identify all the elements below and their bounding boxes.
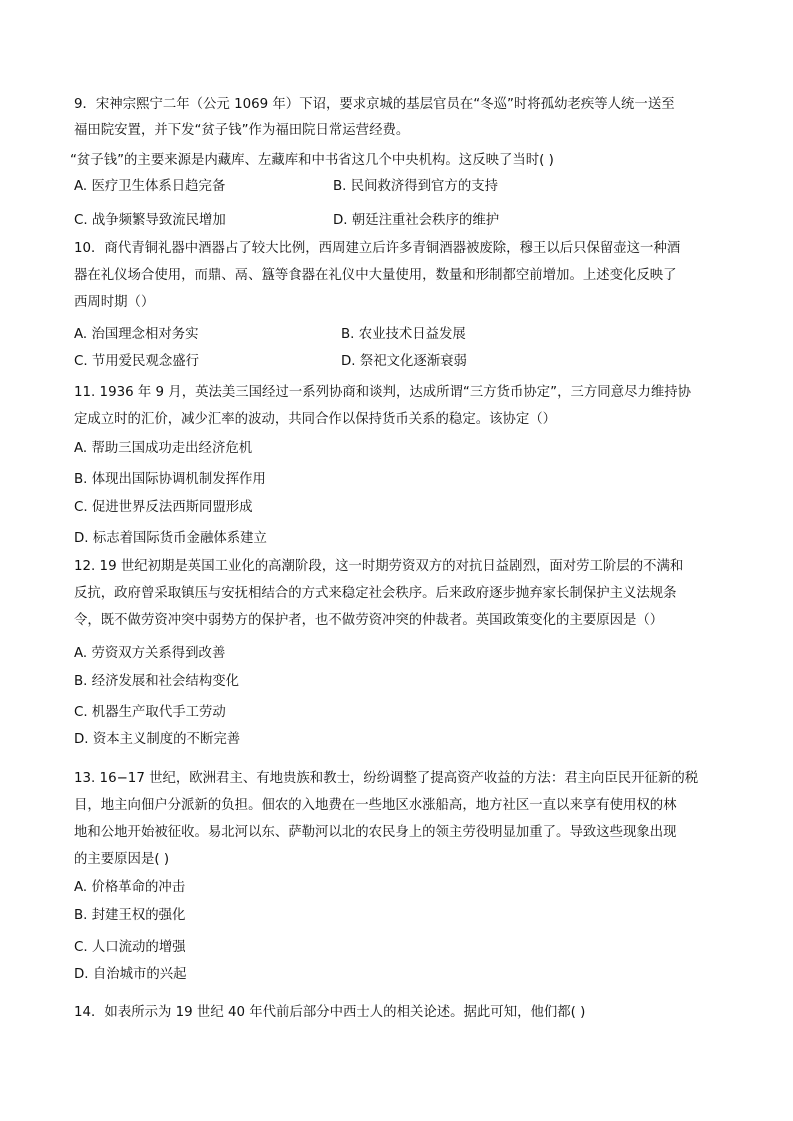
q13-line-3: 地和公地开始被征收。易北河以东、萨勒河以北的农民身上的领主劳役明显加重了。导致这些现象出现 (74, 825, 677, 840)
q13-line-1: 13. 16−17 世纪，欧洲君主、有地贵族和教士，纷纷调整了提高资产收益的方法：君主向臣民开征新的税 (74, 771, 699, 786)
q10-line-2: 器在礼仪场合使用，而鼎、鬲、簋等食器在礼仪中大量使用，数量和形制都空前增加。上述变化反映了 (74, 268, 677, 283)
q13-option-c: C. 人口流动的增强 (74, 940, 186, 955)
q11-option-a: A. 帮助三国成功走出经济危机 (74, 441, 253, 456)
q12-line-3: 令，既不做劳资冲突中弱势方的保护者，也不做劳资冲突的仲裁者。英国政策变化的主要原因是（） (74, 613, 664, 628)
q13-option-d: D. 自治城市的兴起 (74, 967, 187, 982)
q12-option-b: B. 经济发展和社会结构变化 (74, 674, 239, 689)
q11-option-b: B. 体现出国际协调机制发挥作用 (74, 472, 266, 487)
q10-option-d: D. 祭祀文化逐渐衰弱 (341, 354, 467, 369)
q9-option-d: D. 朝廷注重社会秩序的维护 (333, 213, 500, 228)
q11-option-c: C. 促进世界反法西斯同盟形成 (74, 500, 253, 515)
q11-line-2: 定成立时的汇价，减少汇率的波动，共同合作以保持货币关系的稳定。该协定（） (74, 412, 557, 427)
q9-option-c: C. 战争频繁导致流民增加 (74, 213, 226, 228)
q9-line-2: 福田院安置，并下发“贫子钱”作为福田院日常运营经费。 (74, 123, 410, 138)
q9-line-3: “贫子钱”的主要来源是内藏库、左藏库和中书省这几个中央机构。这反映了当时( ) (70, 153, 554, 168)
q12-option-a: A. 劳资双方关系得到改善 (74, 646, 226, 661)
q13-option-a: A. 价格革命的冲击 (74, 880, 186, 895)
q12-option-c: C. 机器生产取代手工劳动 (74, 705, 226, 720)
q11-line-1: 11. 1936 年 9 月，英法美三国经过一系列协商和谈判，达成所谓“三方货币协定”，三方同意尽力维持协 (74, 385, 692, 400)
q13-line-4: 的主要原因是( ) (74, 852, 170, 867)
q10-line-1: 10．商代青铜礼器中酒器占了较大比例，西周建立后许多青铜酒器被废除，穆王以后只保留壶这一种酒 (74, 241, 681, 256)
q12-line-2: 反抗，政府曾采取镇压与安抚相结合的方式来稳定社会秩序。后来政府逐步抛弃家长制保护主义法规条 (74, 586, 677, 601)
q14-line-1: 14．如表所示为 19 世纪 40 年代前后部分中西士人的相关论述。据此可知，他们都( ) (74, 1005, 586, 1020)
q9-option-b: B. 民间救济得到官方的支持 (333, 179, 498, 194)
q10-option-c: C. 节用爱民观念盛行 (74, 354, 199, 369)
q10-line-3: 西周时期（） (74, 295, 155, 310)
q10-option-a: A. 治国理念相对务实 (74, 327, 199, 342)
q12-option-d: D. 资本主义制度的不断完善 (74, 732, 241, 747)
q13-line-2: 目，地主向佃户分派新的负担。佃农的入地费在一些地区水涨船高，地方社区一直以来享有使用权的林 (74, 798, 677, 813)
q12-line-1: 12. 19 世纪初期是英国工业化的高潮阶段，这一时期劳资双方的对抗日益剧烈，面对劳工阶层的不满和 (74, 559, 684, 574)
q11-option-d: D. 标志着国际货币金融体系建立 (74, 531, 267, 546)
q10-option-b: B. 农业技术日益发展 (341, 327, 466, 342)
q9-line-1: 9．宋神宗熙宁二年（公元 1069 年）下诏，要求京城的基层官员在“冬巡”时将孤幼老疾等人统一送至 (74, 97, 675, 112)
q13-option-b: B. 封建王权的强化 (74, 908, 186, 923)
q9-option-a: A. 医疗卫生体系日趋完备 (74, 179, 226, 194)
